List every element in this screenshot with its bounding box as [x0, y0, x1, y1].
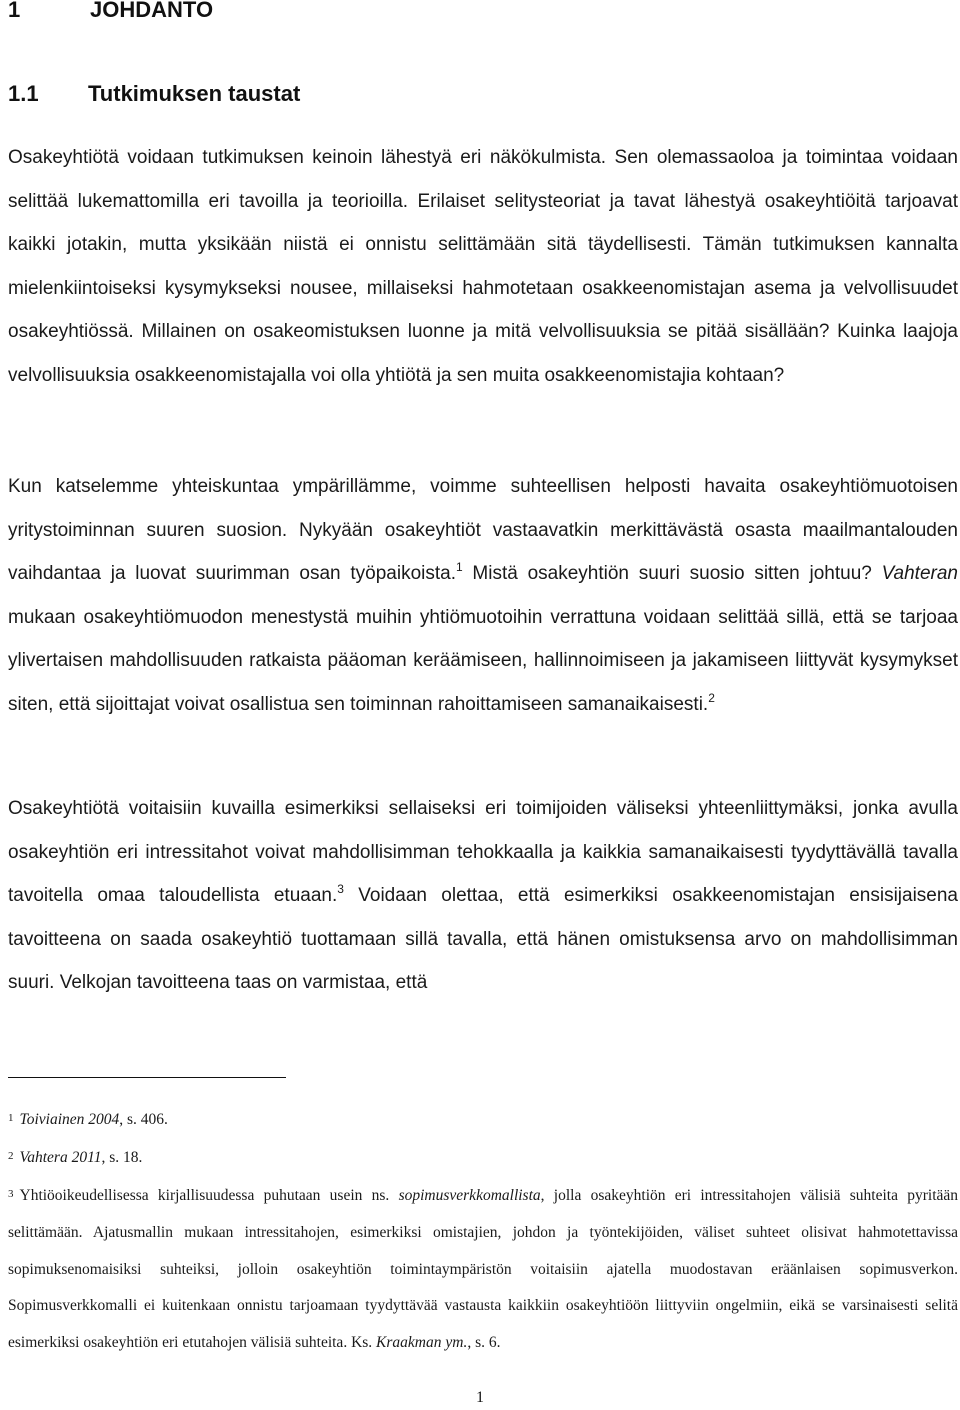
paragraph-2-text-a: Kun katselemme yhteiskuntaa ympärillämme, voimme suhteellisen helposti havaita osakeyhtiömuotoisen yritystoiminnan suuren suosion. Nykyään osakeyhtiöt vastaavatkin merkittävästä osasta maailmantalouden vaihdantaa ja luovat suurimman osan työpaikoista.	[8, 476, 958, 584]
footnote-3-source: Kraakman ym.	[376, 1334, 468, 1352]
paragraph-2-author: Vahteran	[881, 563, 958, 584]
footnote-ref-2[interactable]: 2	[708, 690, 715, 705]
footnote-1-source: Toiviainen 2004	[19, 1111, 120, 1128]
footnote-2-mark: 2	[8, 1150, 14, 1162]
footnote-3	[8, 1176, 958, 1362]
paragraph-3-text-a: Osakeyhtiötä voitaisiin kuvailla esimerkiksi sellaiseksi eri toimijoiden väliseksi yhteenliittymäksi, jonka avulla osakeyhtiön eri intressitahot voivat mahdollisimman tehokkaalla ja kaikkia samanaikaisesti tyydyttävällä tavalla tavoitella omaa taloudellista etuaan.	[8, 798, 958, 906]
section-heading	[8, 82, 300, 106]
footnote-2-source: Vahtera 2011	[19, 1149, 102, 1166]
footnote-2-rest: , s. 18.	[101, 1149, 143, 1166]
paragraph-3-text-b: Voidaan olettaa, että esimerkiksi osakkeenomistajan ensisijaisena tavoitteena on saada osakeyhtiö tuottamaan sillä tavalla, että hänen omistuksensa arvo on mahdollisimman suuri. Velkojan tavoitteena taas on varmistaa, että	[8, 885, 958, 993]
page-number: 1	[476, 1389, 484, 1406]
footnotes	[8, 1100, 958, 1362]
footnote-3-text-c: , s. 6.	[467, 1334, 501, 1352]
paragraph-2	[8, 465, 958, 726]
paragraph-2-text-c: mukaan osakeyhtiömuodon menestystä muihin yhtiömuotoihin verrattuna voidaan selittää sillä, että se tarjoaa ylivertaisen mahdollisuuden ratkaista pääoman keräämiseen, hallinnoimiseen ja jakamiseen liittyvät kysymykset siten, että sijoittajat voivat osallistua sen toiminnan rahoittamiseen samanaikaisesti.	[8, 606, 958, 715]
section-title: Tutkimuksen taustat	[88, 81, 301, 106]
paragraph-1: Osakeyhtiötä voidaan tutkimuksen keinoin lähestyä eri näkökulmista. Sen olemassaoloa ja toimintaa voidaan selittää lukemattomilla eri tavoilla ja teorioilla. Erilaiset selitysteoriat ja tavat lähestyä osakeyhtiöitä tarjoavat kaikki jotakin, mutta yksikään niistä ei onnistu selittämään sitä täydellisesti. Tämän tutkimuksen kannalta mielenkiintoiseksi kysymykseksi nousee, millaiseksi hahmotetaan osakkeenomistajan asema ja velvollisuudet osakeyhtiössä. Millainen on osakeomistuksen luonne ja mitä velvollisuuksia se pitää sisällään? Kuinka laajoja velvollisuuksia osakkeenomistajalla voi olla yhtiötä ja sen muita osakkeenomistajia kohtaan?	[8, 147, 958, 386]
footnote-2	[8, 1138, 958, 1176]
section-number: 1.1	[8, 81, 39, 106]
footnote-separator	[8, 1077, 286, 1078]
paragraph-2-text-b: Mistä osakeyhtiön suuri suosio sitten johtuu?	[462, 563, 882, 584]
chapter-number: 1	[8, 0, 21, 22]
footnote-3-text-a: Yhtiöoikeudellisessa kirjallisuudessa puhutaan usein ns.	[19, 1187, 399, 1204]
footnote-3-mark: 3	[8, 1188, 14, 1200]
footnote-3-text-b: , jolla osakeyhtiön eri intressitahojen välisiä suhteita pyritään selittämään. Ajatusmallin mukaan intressitahojen, esimerkiksi omistajien, johdon ja työntekijöiden, väliset suhteet olisivat hahmotettavissa sopimuksenomaisiksi suhteiksi, jolloin osakeyhtiön toimintaympäristön voitaisiin ajatella muodostavan eräänlaisen sopimusverkon. Sopimusverkkomalli ei kuitenkaan onnistu tarjoamaan tyydyttävää vastausta kaikkiin osakeyhtiöön liittyviin ongelmiin, eikä se varsinaisesti selitä esimerkiksi osakeyhtiön eri etutahojen välisiä suhteita. Ks.	[8, 1187, 959, 1352]
footnote-1-mark: 1	[8, 1112, 14, 1124]
footnote-ref-1[interactable]: 1	[456, 560, 463, 574]
footnote-3-term: sopimusverkkomallista	[398, 1187, 541, 1204]
chapter-title: JOHDANTO	[90, 0, 214, 22]
chapter-heading	[8, 0, 213, 22]
paragraph-3	[8, 787, 958, 1005]
footnote-ref-3[interactable]: 3	[337, 882, 344, 896]
footnote-1-rest: , s. 406.	[119, 1111, 168, 1128]
footnote-1	[8, 1100, 958, 1138]
